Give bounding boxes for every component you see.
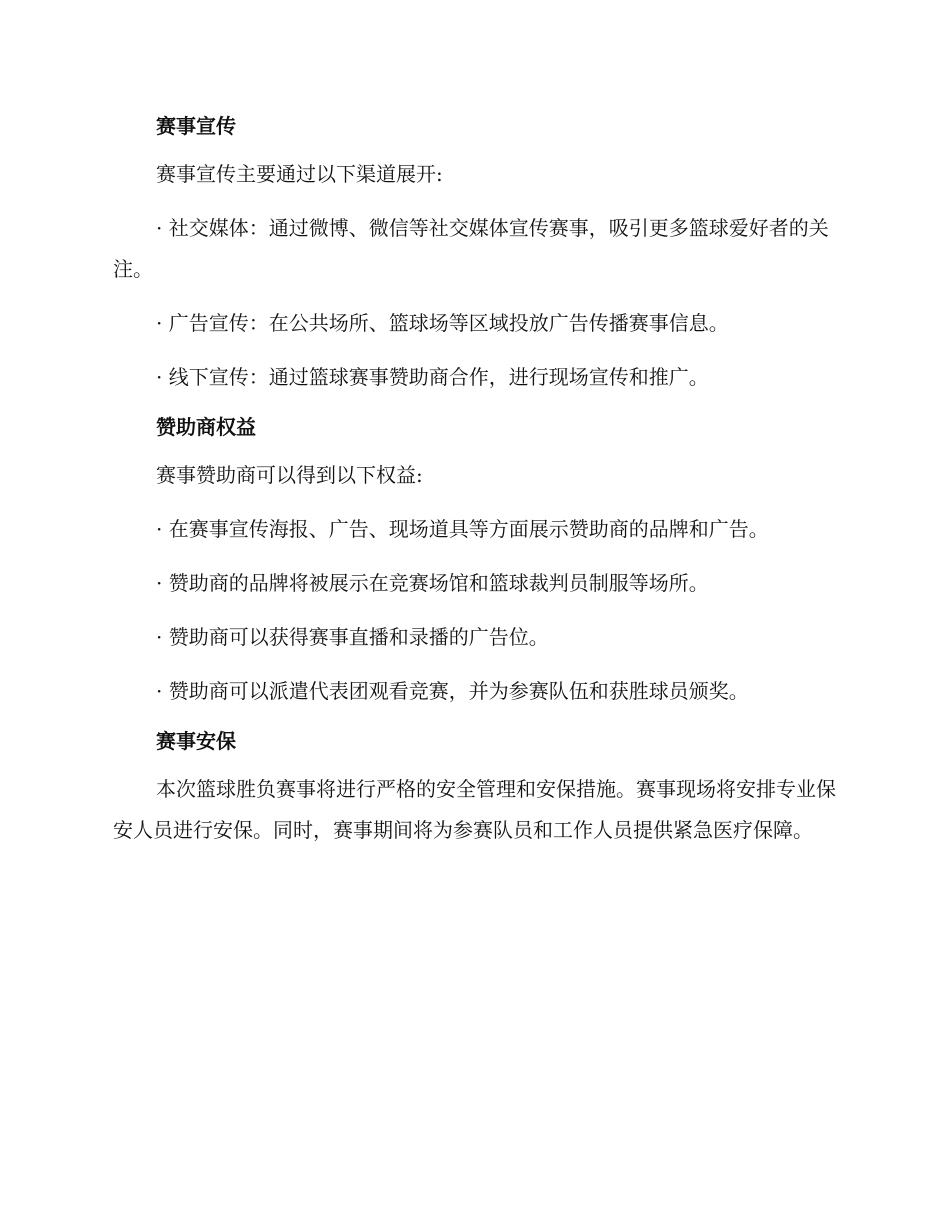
security-body: 本次篮球胜负赛事将进行严格的安全管理和安保措施。赛事现场将安排专业保安人员进行安保。同时，赛事期间将为参赛队员和工作人员提供紧急医疗保障。 xyxy=(113,777,836,842)
sponsor-intro: 赛事赞助商可以得到以下权益: xyxy=(156,463,423,487)
promotion-intro: 赛事宣传主要通过以下渠道展开: xyxy=(156,162,443,186)
sponsor-bullet-branding: · 在赛事宣传海报、广告、现场道具等方面展示赞助商的品牌和广告。 xyxy=(156,517,769,541)
sponsor-bullet-delegation: · 赞助商可以派遣代表团观看竞赛，并为参赛队伍和获胜球员颁奖。 xyxy=(156,679,749,703)
promotion-bullet-social-media: · 社交媒体：通过微博、微信等社交媒体宣传赛事，吸引更多篮球爱好者的关注。 xyxy=(113,216,829,281)
section-heading-sponsor-rights: 赞助商权益 xyxy=(156,415,256,439)
sponsor-bullet-venue-display: · 赞助商的品牌将被展示在竞赛场馆和篮球裁判员制服等场所。 xyxy=(156,571,709,595)
document-content xyxy=(113,110,838,851)
section-heading-promotion: 赛事宣传 xyxy=(156,114,236,138)
promotion-bullet-offline: · 线下宣传：通过篮球赛事赞助商合作，进行现场宣传和推广。 xyxy=(156,365,709,389)
sponsor-bullet-broadcast-ads: · 赞助商可以获得赛事直播和录播的广告位。 xyxy=(156,625,549,649)
promotion-bullet-advertising: · 广告宣传：在公共场所、篮球场等区域投放广告传播赛事信息。 xyxy=(156,311,729,335)
section-heading-security: 赛事安保 xyxy=(156,729,236,753)
